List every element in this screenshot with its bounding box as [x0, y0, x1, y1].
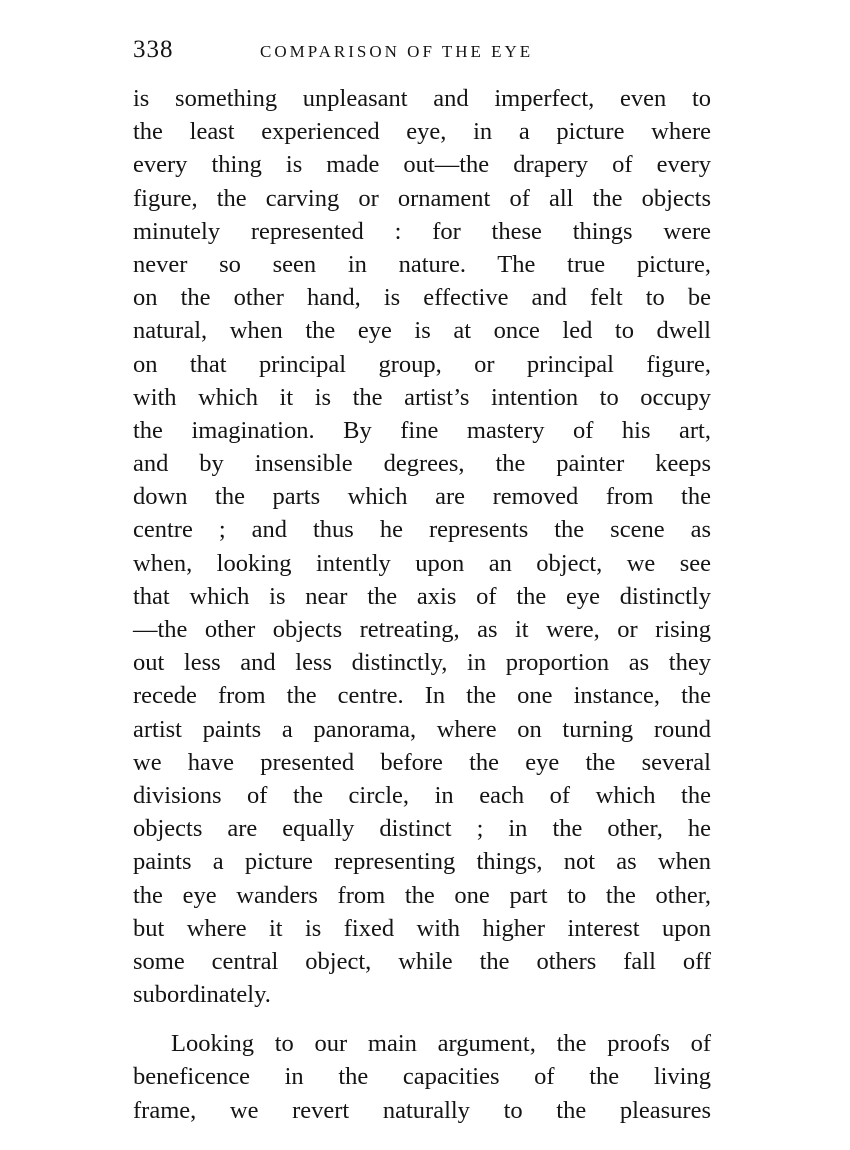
text-line: and by insensible degrees, the painter keeps [133, 450, 711, 478]
text-line: but where it is fixed with higher interest upon [133, 914, 711, 942]
paragraph-1 [133, 82, 711, 1011]
text-line: objects are equally distinct ; in the other, he [133, 815, 711, 843]
text-line: is something unpleasant and imperfect, even to [133, 85, 711, 112]
text-line: recede from the centre. In the one instance, the [133, 682, 711, 710]
text-line: the eye wanders from the one part to the other, [133, 881, 711, 909]
text-line: figure, the carving or ornament of all the objects [133, 184, 711, 212]
text-line: that which is near the axis of the eye distinctly [133, 582, 711, 610]
text-line: some central object, while the others fall off [133, 947, 711, 975]
text-line: never so seen in nature. The true picture, [133, 250, 711, 278]
text-line: the least experienced eye, in a picture where [133, 118, 711, 146]
text-line: with which it is the artist’s intention to occupy [133, 383, 711, 411]
paragraph-2 [133, 1027, 711, 1127]
page-number: 338 [133, 36, 174, 63]
text-line: Looking to our main argument, the proofs of [171, 1030, 711, 1058]
text-line: —the other objects retreating, as it were, or rising [133, 616, 711, 643]
text-line: beneficence in the capacities of the living [133, 1063, 711, 1091]
text-line: down the parts which are removed from the [133, 483, 711, 511]
text-line: natural, when the eye is at once led to dwell [133, 317, 711, 345]
text-line: every thing is made out—the drapery of every [133, 151, 711, 179]
text-line: on that principal group, or principal figure, [133, 350, 711, 378]
text-line: we have presented before the eye the several [133, 748, 711, 776]
text-line: paints a picture representing things, not as when [133, 848, 711, 876]
text-line: divisions of the circle, in each of which the [133, 781, 711, 809]
running-head-title: COMPARISON OF THE EYE [260, 42, 534, 61]
paragraph-container [133, 82, 711, 1127]
text-line: centre ; and thus he represents the scene as [133, 516, 711, 544]
running-head [133, 36, 713, 66]
text-line: the imagination. By fine mastery of his art, [133, 416, 711, 444]
text-line: artist paints a panorama, where on turning round [133, 715, 711, 743]
body-text [133, 82, 711, 1127]
text-line: subordinately. [133, 981, 271, 1009]
text-line: out less and less distinctly, in proportion as they [133, 649, 711, 677]
text-line: on the other hand, is effective and felt to be [133, 284, 711, 312]
text-line: minutely represented : for these things were [133, 217, 711, 245]
paragraph-gap [133, 1011, 711, 1027]
text-line: when, looking intently upon an object, we see [133, 549, 711, 577]
text-line: frame, we revert naturally to the pleasures [133, 1096, 711, 1124]
